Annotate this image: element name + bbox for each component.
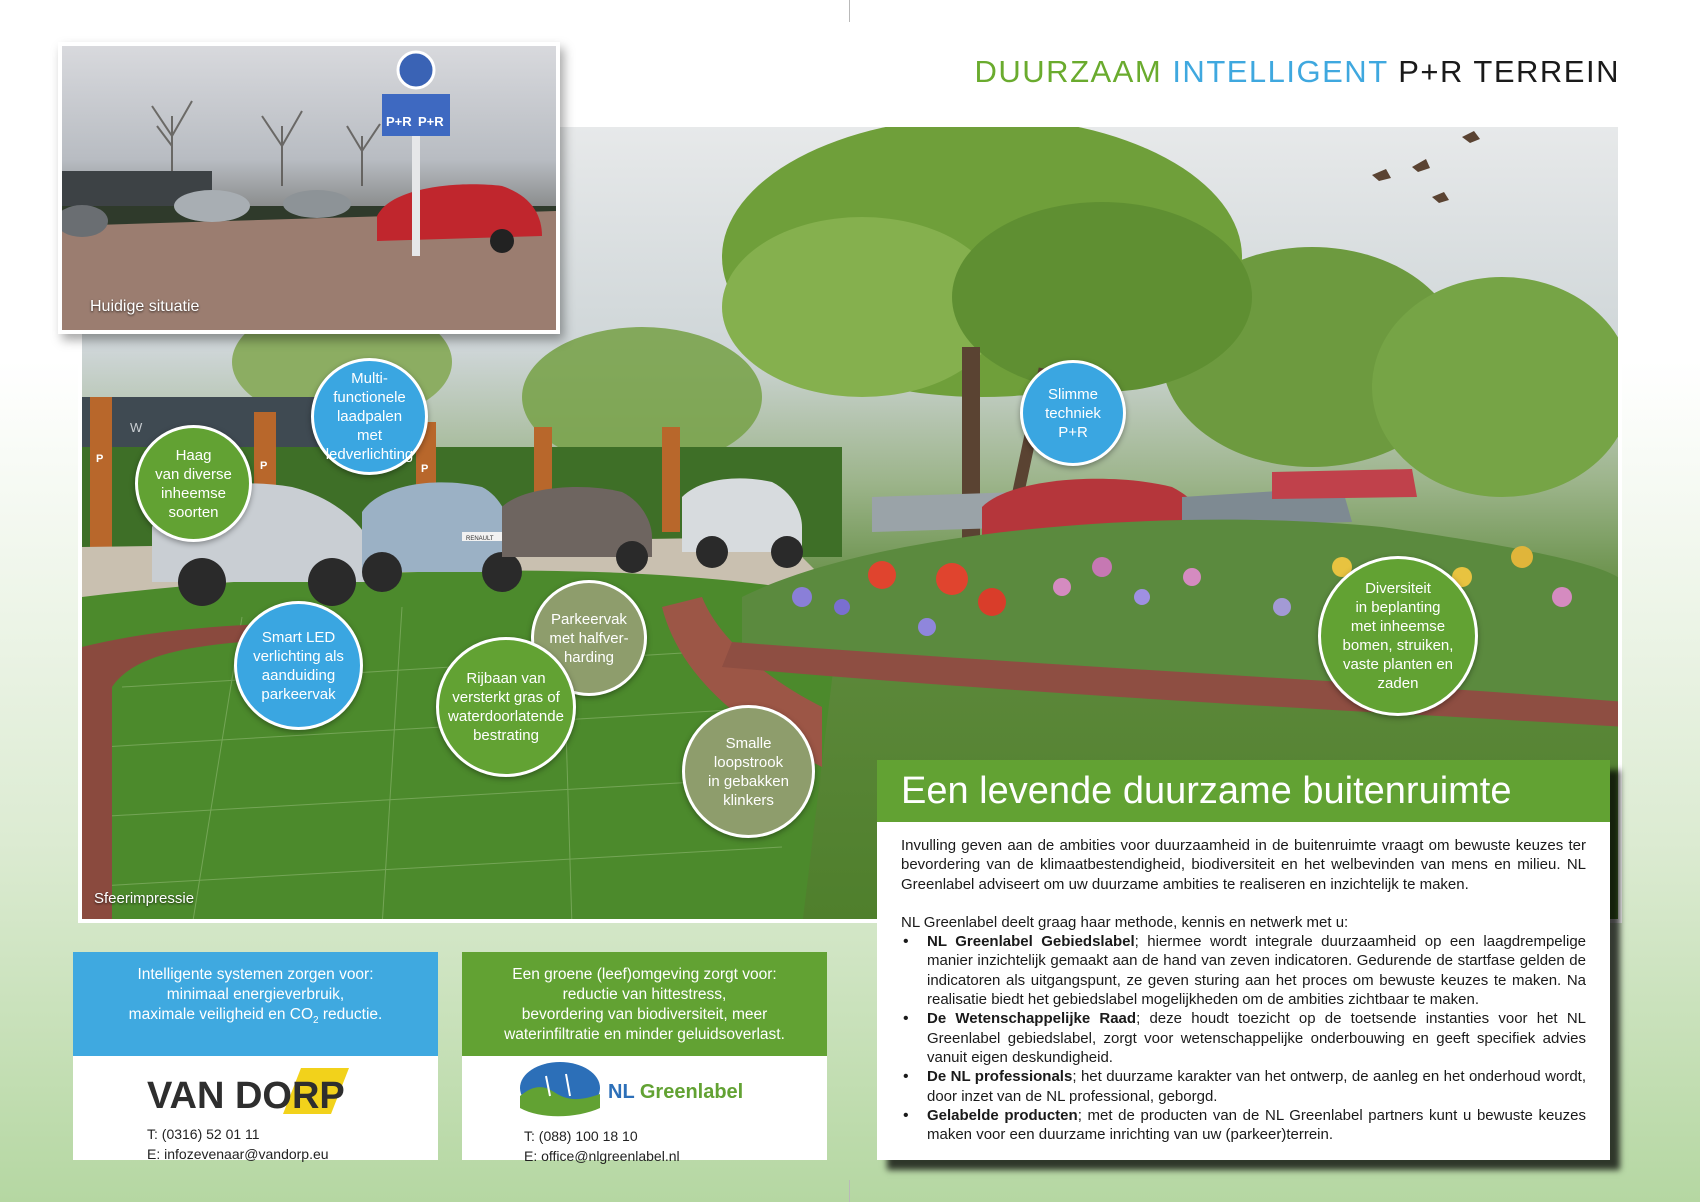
list-item bbox=[901, 1106, 1586, 1145]
greenlabel-logo-nl: NL bbox=[608, 1081, 640, 1103]
greenlabel-logo bbox=[462, 1056, 827, 1160]
card-line: bevordering van biodiversiteit, meer bbox=[521, 1006, 768, 1023]
vandorp-email: E: infozevenaar@vandorp.eu bbox=[147, 1146, 329, 1162]
list-item-text: ; het duurzame karakter van het ontwerp, de aanleg en het onderhoud wordt, door inzet van de NL professional, geborgd. bbox=[927, 1068, 1586, 1105]
building-sign: W bbox=[130, 420, 149, 435]
callout-smart-led bbox=[234, 601, 363, 730]
list-item-text: ; deze houdt toezicht op de toetsende instanties voor het NL Greenlabel gebiedslabel, zorgt voor wetenschappelijke onderbouwing en geeft specifiek advies vanuit eigen deskundigheid. bbox=[927, 1010, 1586, 1066]
callout-footpath bbox=[682, 705, 815, 838]
info-panel-body bbox=[877, 822, 1610, 1144]
callout-text: Diversiteit in beplanting met inheemse bomen, struiken, vaste planten en zaden bbox=[1342, 580, 1454, 692]
current-situation-photo bbox=[58, 42, 560, 334]
info-intro: Invulling geven aan de ambities voor duurzaamheid in de buitenruimte vraagt om bewuste keuzes ter bevordering van de klimaatbestendigheid, biodiversiteit en het welbevinden van mens en milieu. NL Greenlabel adviseert om uw duurzame ambities te realiseren en inzichtelijk te maken. bbox=[901, 837, 1586, 893]
callout-smart-technology bbox=[1020, 360, 1126, 466]
greenlabel-card-header bbox=[462, 952, 827, 1056]
inset-label: Huidige situatie bbox=[90, 298, 200, 315]
callout-text: Rijbaan van versterkt gras of waterdoorlatende bestrating bbox=[448, 670, 564, 744]
card-line: reductie van hittestress, bbox=[562, 986, 727, 1003]
fold-mark-top bbox=[849, 0, 850, 22]
parking-symbol: P bbox=[260, 460, 268, 472]
greenlabel-logo-text bbox=[608, 1081, 743, 1103]
vandorp-card bbox=[73, 952, 438, 1160]
card-line bbox=[73, 1005, 438, 1031]
list-item bbox=[901, 1067, 1586, 1106]
car-badge: RENAULT bbox=[466, 536, 494, 542]
card-line: minimaal energieverbruik, bbox=[166, 986, 345, 1003]
card-line: Intelligente systemen zorgen voor: bbox=[137, 966, 374, 983]
callout-text: Smalle loopstrook in gebakken klinkers bbox=[708, 734, 789, 809]
info-panel-title: Een levende duurzame buitenruimte bbox=[877, 760, 1610, 822]
card-line-text: maximale veiligheid en CO bbox=[128, 1006, 314, 1023]
list-item-term: NL Greenlabel Gebiedslabel bbox=[927, 933, 1135, 951]
card-line: waterinfiltratie en minder geluidsoverlast. bbox=[504, 1026, 785, 1043]
list-item-term: De Wetenschappelijke Raad bbox=[927, 1010, 1137, 1028]
list-item-term: Gelabelde producten bbox=[927, 1106, 1078, 1124]
title-word-duurzaam: DUURZAAM bbox=[974, 54, 1163, 89]
card-line: Een groene (leef)omgeving zorgt voor: bbox=[512, 966, 777, 983]
greenlabel-logo-name: Greenlabel bbox=[639, 1081, 744, 1103]
title-word-intelligent: INTELLIGENT bbox=[1172, 54, 1389, 89]
info-lead: NL Greenlabel deelt graag haar methode, kennis en netwerk met u: bbox=[901, 913, 1349, 931]
scene-label: Sfeerimpressie bbox=[94, 890, 195, 907]
list-item bbox=[901, 1009, 1586, 1067]
callout-text: Parkeervak met halfver- harding bbox=[549, 610, 629, 666]
list-item-term: De NL professionals bbox=[927, 1068, 1073, 1086]
greenlabel-email: E: office@nlgreenlabel.nl bbox=[524, 1148, 680, 1164]
list-item-text: ; met de producten van de NL Greenlabel partners kunt u bewuste keuzes maken voor een duurzame inrichting van uw (parkeer)terrein. bbox=[927, 1106, 1586, 1144]
callout-text: Slimme techniek P+R bbox=[1045, 385, 1101, 441]
greenlabel-phone: T: (088) 100 18 10 bbox=[524, 1128, 638, 1144]
list-item bbox=[901, 932, 1586, 1009]
page-title bbox=[975, 54, 1620, 90]
current-situation-illustration bbox=[62, 46, 556, 330]
info-panel bbox=[877, 760, 1610, 1160]
parking-symbol: P bbox=[96, 453, 104, 465]
title-word-pr-terrein: P+R TERREIN bbox=[1398, 54, 1620, 89]
callout-hedge bbox=[135, 425, 252, 542]
callout-text: Smart LED verlichting als aanduiding parkeervak bbox=[253, 628, 344, 703]
info-list bbox=[901, 932, 1586, 1144]
greenlabel-card bbox=[462, 952, 827, 1164]
vandorp-logo-text: VAN DORP bbox=[147, 1075, 345, 1117]
co2-subscript: 2 bbox=[313, 1015, 319, 1027]
pr-sign-text: P+R bbox=[418, 114, 444, 129]
list-item-text: ; hiermee wordt integrale duurzaamheid op een laagdrempelige manier inzichtelijk gemaakt aan de hand van zeven indicatoren. Gedurende de startfase gelden de indicatoren als uitgangspunt, ze geven sturing aan het proces om bewuste keuzes te maken. Na realisatie biedt het gebiedslabel mogelijkheden om de ambities zichtbaar te maken. bbox=[927, 933, 1587, 1009]
callout-charging-posts bbox=[311, 358, 428, 475]
fold-mark-bottom bbox=[849, 1180, 850, 1202]
callout-planting-diversity bbox=[1318, 556, 1478, 716]
callout-text: Haag van diverse inheemse soorten bbox=[155, 446, 232, 521]
parking-symbol: P bbox=[421, 463, 429, 475]
card-line-text: reductie. bbox=[318, 1006, 383, 1023]
vandorp-phone: T: (0316) 52 01 11 bbox=[147, 1126, 260, 1142]
callout-text: Multi- functionele laadpalen met ledverlichting bbox=[325, 370, 414, 463]
callout-driveway bbox=[436, 637, 576, 777]
vandorp-card-header bbox=[73, 952, 438, 1056]
pr-sign-text: P+R bbox=[386, 114, 412, 129]
